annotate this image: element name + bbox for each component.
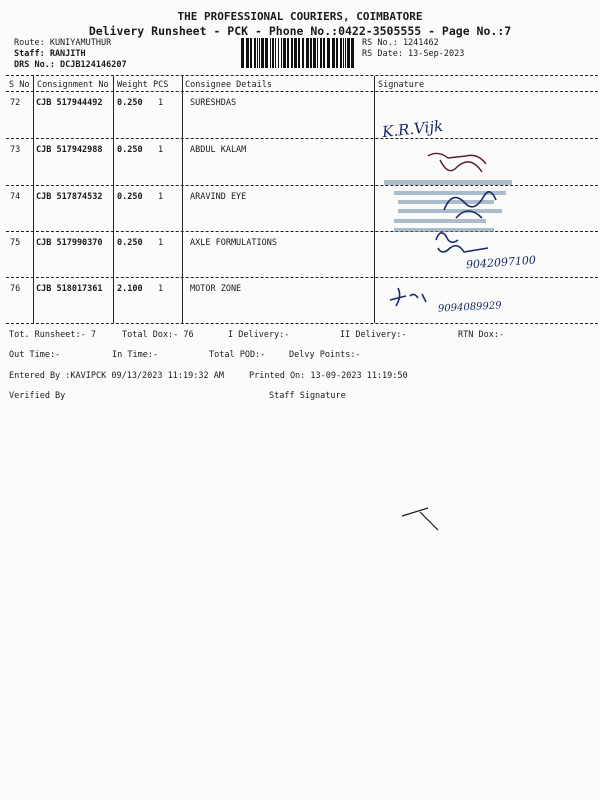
- handwritten-phone: 9042097100: [465, 253, 537, 272]
- row-consignee: SURESHDAS: [190, 98, 237, 108]
- handwritten-phone: 9094089929: [437, 300, 502, 315]
- row-pcs: 1: [158, 98, 164, 108]
- rs-date: RS Date: 13-Sep-2023: [362, 49, 465, 59]
- row-weight: 0.250: [117, 192, 143, 202]
- rs-number: RS No.: 1241462: [362, 38, 439, 48]
- printed-on: Printed On: 13-09-2023 11:19:50: [249, 371, 408, 381]
- row-consignment: CJB 517990370: [36, 238, 103, 248]
- barcode-image: [240, 38, 354, 68]
- staff-signature: Staff Signature: [269, 391, 346, 401]
- column-divider: [113, 76, 114, 323]
- row-pcs: 1: [158, 284, 164, 294]
- col-header-consignee: Consignee Details: [185, 80, 272, 90]
- row-rule: [6, 277, 598, 278]
- column-divider: [182, 76, 183, 323]
- row-weight: 0.250: [117, 238, 143, 248]
- row-consignee: AXLE FORMULATIONS: [190, 238, 277, 248]
- col-header-pcs: PCS: [153, 80, 169, 90]
- row-pcs: 1: [158, 192, 164, 202]
- total-dox: Total Dox:- 76: [122, 330, 194, 340]
- table-top-rule: [6, 75, 598, 76]
- runsheet-subtitle: Delivery Runsheet - PCK - Phone No.:0422-3505555 - Page No.:7: [88, 24, 512, 38]
- row-weight: 0.250: [117, 145, 143, 155]
- handwritten-signature: K.R.Vijk: [381, 116, 444, 142]
- route-label: Route: KUNIYAMUTHUR: [14, 38, 112, 48]
- ii-delivery: II Delivery:-: [340, 330, 407, 340]
- row-consignee: MOTOR ZONE: [190, 284, 242, 294]
- column-divider: [374, 76, 375, 323]
- staff-label: Staff: RANJITH: [14, 49, 86, 59]
- row-consignment: CJB 517874532: [36, 192, 103, 202]
- in-time: In Time:-: [112, 350, 159, 360]
- row-consignee: ABDUL KALAM: [190, 145, 247, 155]
- row-sno: 72: [10, 98, 21, 108]
- header-rule: [6, 91, 598, 92]
- row-sno: 73: [10, 145, 21, 155]
- table-bottom-rule: [6, 323, 598, 324]
- verified-by: Verified By: [9, 391, 66, 401]
- total-pod: Total POD:-: [209, 350, 266, 360]
- col-header-consignment: Consignment No: [37, 80, 109, 90]
- out-time: Out Time:-: [9, 350, 61, 360]
- i-delivery: I Delivery:-: [228, 330, 290, 340]
- col-header-weight: Weight: [117, 80, 148, 90]
- col-header-signature: Signature: [378, 80, 425, 90]
- delvy-points: Delvy Points:-: [289, 350, 361, 360]
- company-title: THE PROFESSIONAL COURIERS, COIMBATORE: [177, 10, 423, 23]
- row-sno: 76: [10, 284, 21, 294]
- row-consignment: CJB 517942988: [36, 145, 103, 155]
- handwritten-initials-image: [384, 282, 432, 310]
- row-pcs: 1: [158, 238, 164, 248]
- col-header-sno: S No: [9, 80, 30, 90]
- row-consignee: ARAVIND EYE: [190, 192, 247, 202]
- row-weight: 2.100: [117, 284, 143, 294]
- row-sno: 74: [10, 192, 21, 202]
- row-rule: [6, 138, 598, 139]
- row-consignment: CJB 518017361: [36, 284, 103, 294]
- rtn-dox: RTN Dox:-: [458, 330, 505, 340]
- pen-mark-image: [398, 498, 446, 534]
- row-pcs: 1: [158, 145, 164, 155]
- row-weight: 0.250: [117, 98, 143, 108]
- column-divider: [33, 76, 34, 323]
- drs-number: DRS No.: DCJB124146207: [14, 60, 127, 70]
- row-consignment: CJB 517944492: [36, 98, 103, 108]
- entered-by: Entered By :KAVIPCK 09/13/2023 11:19:32 AM: [9, 371, 224, 381]
- row-sno: 75: [10, 238, 21, 248]
- tot-runsheet: Tot. Runsheet:- 7: [9, 330, 96, 340]
- company-stamp-image: [378, 148, 528, 268]
